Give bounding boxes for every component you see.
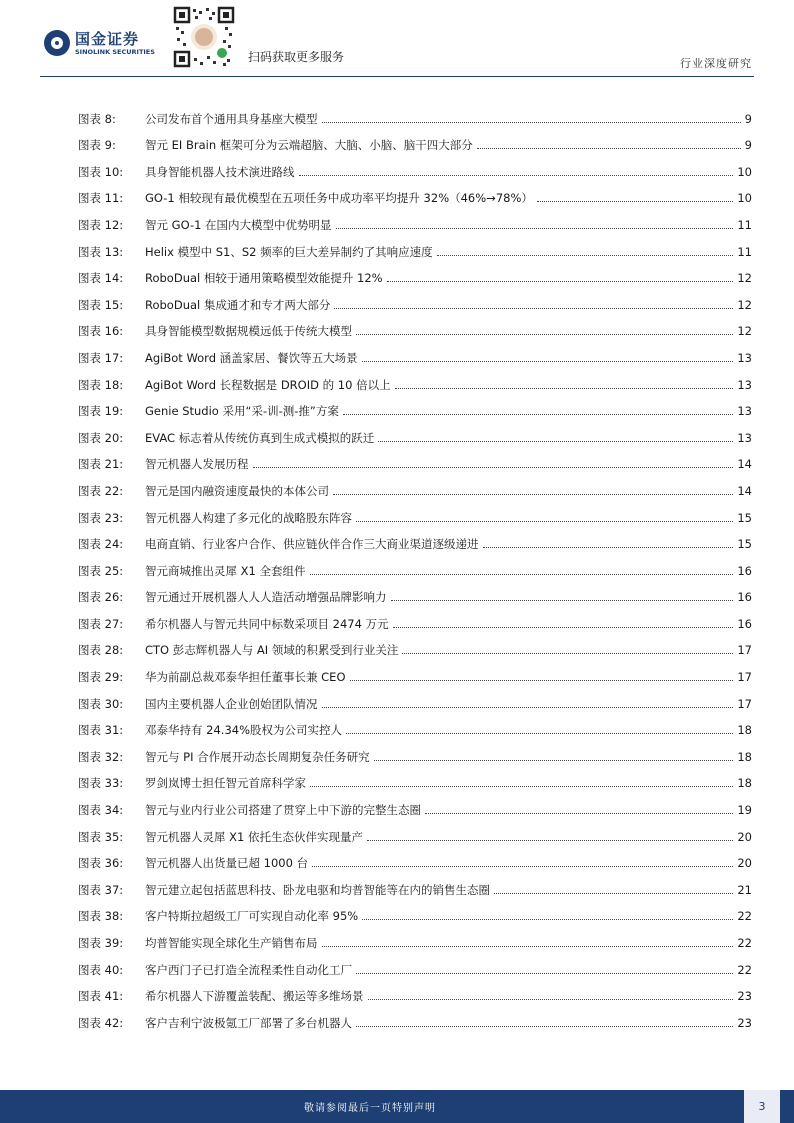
figure-label: 图表 33: <box>78 776 124 791</box>
figure-label: 图表 28: <box>78 643 124 658</box>
dot-leader <box>334 308 733 309</box>
dot-leader <box>343 414 734 415</box>
sinolink-logo <box>44 30 155 56</box>
logo-cn: 国金证券 <box>75 29 140 48</box>
figure-label: 图表 41: <box>78 989 124 1004</box>
dot-leader <box>362 361 734 362</box>
toc-entry[interactable] <box>78 286 752 313</box>
figure-title: 希尔机器人下游覆盖装配、搬运等多维场景 <box>145 989 364 1004</box>
figure-label: 图表 16: <box>78 324 124 339</box>
figure-label: 图表 37: <box>78 882 124 897</box>
figure-title: 智元商城推出灵犀 X1 全套组件 <box>145 563 306 578</box>
logo-icon <box>44 30 70 56</box>
dot-leader <box>483 547 734 548</box>
toc-entry[interactable] <box>78 260 752 287</box>
toc-entry[interactable] <box>78 685 752 712</box>
toc-entry[interactable] <box>78 951 752 978</box>
toc-entry[interactable] <box>78 472 752 499</box>
header-divider <box>40 76 754 77</box>
toc-entry[interactable] <box>78 605 752 632</box>
figure-title: GO-1 相较现有最优模型在五项任务中成功率平均提升 32%（46%→78%） <box>145 191 533 206</box>
toc-entry[interactable] <box>78 206 752 233</box>
figure-label: 图表 20: <box>78 430 124 445</box>
page-number: 22 <box>737 909 752 924</box>
page-number: 14 <box>737 457 752 472</box>
figure-label: 图表 15: <box>78 297 124 312</box>
page-number: 14 <box>737 483 752 498</box>
figure-title: 电商直销、行业客户合作、供应链伙伴合作三大商业渠道逐级递进 <box>145 537 479 552</box>
dot-leader <box>477 148 741 149</box>
figure-label: 图表 13: <box>78 244 124 259</box>
page-number: 18 <box>737 749 752 764</box>
toc-entry[interactable] <box>78 632 752 659</box>
toc-entry[interactable] <box>78 845 752 872</box>
dot-leader <box>356 973 733 974</box>
page-footer <box>0 1090 794 1123</box>
figure-label: 图表 38: <box>78 909 124 924</box>
figure-label: 图表 8: <box>78 111 116 126</box>
dot-leader <box>350 680 734 681</box>
dot-leader <box>367 840 733 841</box>
toc-entry[interactable] <box>78 339 752 366</box>
dot-leader <box>312 866 733 867</box>
figure-title: Genie Studio 采用“采-训-测-推”方案 <box>145 404 339 419</box>
page-number: 20 <box>737 856 752 871</box>
toc-entry[interactable] <box>78 765 752 792</box>
toc-entry[interactable] <box>78 552 752 579</box>
toc-entry[interactable] <box>78 924 752 951</box>
dot-leader <box>378 441 733 442</box>
figure-label: 图表 25: <box>78 563 124 578</box>
dot-leader <box>368 999 734 1000</box>
figure-label: 图表 32: <box>78 749 124 764</box>
toc-entry[interactable] <box>78 499 752 526</box>
page-number: 11 <box>737 217 752 232</box>
figure-title: 华为前副总裁邓泰华担任董事长兼 CEO <box>145 670 346 685</box>
figure-title: 智元通过开展机器人人人造活动增强品牌影响力 <box>145 590 387 605</box>
toc-entry[interactable] <box>78 898 752 925</box>
figure-label: 图表 21: <box>78 457 124 472</box>
figure-label: 图表 18: <box>78 377 124 392</box>
figure-title: RoboDual 相较于通用策略模型效能提升 12% <box>145 271 383 286</box>
list-of-figures <box>78 100 752 1031</box>
figure-title: 均普智能实现全球化生产销售布局 <box>145 936 318 950</box>
page-number: 23 <box>737 1015 752 1030</box>
dot-leader <box>310 574 734 575</box>
dot-leader <box>299 175 734 176</box>
figure-label: 图表 9: <box>78 138 116 153</box>
figure-label: 图表 12: <box>78 217 124 232</box>
figure-label: 图表 17: <box>78 350 124 365</box>
figure-title: 智元与 PI 合作展开动态长周期复杂任务研究 <box>145 749 370 764</box>
toc-entry[interactable] <box>78 818 752 845</box>
dot-leader <box>402 653 733 654</box>
figure-title: 公司发布首个通用具身基座大模型 <box>145 111 318 126</box>
page-number: 13 <box>737 377 752 392</box>
page-number: 13 <box>737 404 752 419</box>
figure-title: 智元建立起包括蓝思科技、卧龙电驱和均普智能等在内的销售生态圈 <box>145 882 490 897</box>
figure-title: 智元 EI Brain 框架可分为云端超脑、大脑、小脑、脑干四大部分 <box>145 138 473 153</box>
figure-title: 智元是国内融资速度最快的本体公司 <box>145 483 329 498</box>
report-type-label: 行业深度研究 <box>680 57 752 70</box>
figure-title: 客户吉利宁波极氪工厂部署了多台机器人 <box>145 1015 352 1030</box>
dot-leader <box>322 946 734 947</box>
page-number: 13 <box>737 350 752 365</box>
page-number: 16 <box>737 590 752 605</box>
logo-en: SINOLINK SECURITIES <box>75 47 155 56</box>
dot-leader <box>346 733 733 734</box>
figure-title: RoboDual 集成通才和专才两大部分 <box>145 297 331 312</box>
figure-title: CTO 彭志辉机器人与 AI 领域的积累受到行业关注 <box>145 643 399 658</box>
dot-leader <box>425 813 733 814</box>
figure-label: 图表 23: <box>78 510 124 525</box>
figure-label: 图表 10: <box>78 164 124 179</box>
page-number: 18 <box>737 776 752 791</box>
figure-title: 智元机器人发展历程 <box>145 457 249 472</box>
page-number: 10 <box>737 191 752 206</box>
page-number: 23 <box>737 989 752 1004</box>
dot-leader <box>494 893 733 894</box>
dot-leader <box>322 122 741 123</box>
dot-leader <box>322 707 734 708</box>
toc-entry[interactable] <box>78 526 752 553</box>
page-number: 15 <box>737 510 752 525</box>
toc-entry[interactable] <box>78 366 752 393</box>
toc-entry[interactable] <box>78 127 752 154</box>
page-number: 12 <box>737 271 752 286</box>
footer-page-number: 3 <box>744 1090 780 1123</box>
page-number: 17 <box>737 643 752 658</box>
figure-label: 图表 14: <box>78 271 124 286</box>
figure-title: EVAC 标志着从传统仿真到生成式模拟的跃迁 <box>145 430 375 445</box>
qr-code-icon[interactable] <box>173 6 235 68</box>
page-number: 22 <box>737 936 752 950</box>
toc-entry[interactable] <box>78 313 752 340</box>
dot-leader <box>356 1026 733 1027</box>
figure-title: 智元机器人出货量已超 1000 台 <box>145 856 309 871</box>
figure-label: 图表 27: <box>78 616 124 631</box>
page-number: 20 <box>737 829 752 844</box>
toc-entry[interactable] <box>78 180 752 207</box>
dot-leader <box>437 255 734 256</box>
page-number: 15 <box>737 537 752 552</box>
dot-leader <box>333 494 733 495</box>
figure-title: 具身智能模型数据规模远低于传统大模型 <box>145 324 352 339</box>
dot-leader <box>395 388 734 389</box>
page-number: 16 <box>737 563 752 578</box>
figure-label: 图表 40: <box>78 962 124 977</box>
dot-leader <box>374 760 734 761</box>
figure-title: 具身智能机器人技术演进路线 <box>145 164 295 179</box>
dot-leader <box>253 467 734 468</box>
dot-leader <box>356 334 733 335</box>
dot-leader <box>393 627 734 628</box>
toc-entry[interactable] <box>78 712 752 739</box>
page-header <box>0 0 794 78</box>
toc-entry[interactable] <box>78 658 752 685</box>
figure-title: 客户西门子已打造全流程柔性自动化工厂 <box>145 962 352 977</box>
page-number: 9 <box>744 138 752 153</box>
disclaimer-notice: 敬请参阅最后一页特别声明 <box>304 1103 436 1114</box>
figure-title: Helix 模型中 S1、S2 频率的巨大差异制约了其响应速度 <box>145 244 433 259</box>
page-number: 17 <box>737 670 752 685</box>
figure-label: 图表 24: <box>78 537 124 552</box>
dot-leader <box>356 521 733 522</box>
figure-label: 图表 42: <box>78 1015 124 1030</box>
page-number: 11 <box>737 244 752 259</box>
page-number: 10 <box>737 164 752 179</box>
figure-label: 图表 22: <box>78 483 124 498</box>
toc-entry[interactable] <box>78 1004 752 1031</box>
toc-entry[interactable] <box>78 419 752 446</box>
page-number: 19 <box>737 803 752 818</box>
figure-label: 图表 19: <box>78 404 124 419</box>
figure-title: 智元与业内行业公司搭建了贯穿上中下游的完整生态圈 <box>145 803 421 818</box>
figure-label: 图表 39: <box>78 936 124 950</box>
figure-label: 图表 35: <box>78 829 124 844</box>
dot-leader <box>391 600 734 601</box>
figure-label: 图表 36: <box>78 856 124 871</box>
toc-entry[interactable] <box>78 153 752 180</box>
dot-leader <box>362 919 733 920</box>
figure-label: 图表 31: <box>78 723 124 738</box>
toc-entry[interactable] <box>78 446 752 473</box>
page-number: 12 <box>737 324 752 339</box>
page-number: 13 <box>737 430 752 445</box>
figure-label: 图表 29: <box>78 670 124 685</box>
page-number: 16 <box>737 616 752 631</box>
toc-entry[interactable] <box>78 871 752 898</box>
page-number: 22 <box>737 962 752 977</box>
dot-leader <box>310 786 733 787</box>
figure-title: 罗剑岚博士担任智元首席科学家 <box>145 776 306 791</box>
page-number: 17 <box>737 696 752 711</box>
page-number: 21 <box>737 882 752 897</box>
dot-leader <box>537 201 733 202</box>
figure-title: AgiBot Word 涵盖家居、餐饮等五大场景 <box>145 350 358 365</box>
figure-label: 图表 30: <box>78 696 124 711</box>
dot-leader <box>387 281 734 282</box>
logo-text <box>75 31 155 56</box>
page-number: 18 <box>737 723 752 738</box>
toc-entry[interactable] <box>78 738 752 765</box>
toc-entry[interactable] <box>78 579 752 606</box>
figure-label: 图表 26: <box>78 590 124 605</box>
figure-title: 邓泰华持有 24.34%股权为公司实控人 <box>145 723 343 738</box>
figure-label: 图表 11: <box>78 191 124 206</box>
toc-entry[interactable] <box>78 393 752 420</box>
figure-label: 图表 34: <box>78 803 124 818</box>
figure-title: 智元机器人构建了多元化的战略股东阵容 <box>145 510 352 525</box>
toc-entry[interactable] <box>78 791 752 818</box>
toc-entry[interactable] <box>78 100 752 127</box>
figure-title: 智元机器人灵犀 X1 依托生态伙伴实现量产 <box>145 829 364 844</box>
figure-title: AgiBot Word 长程数据是 DROID 的 10 倍以上 <box>145 377 391 392</box>
toc-entry[interactable] <box>78 978 752 1005</box>
page-number: 9 <box>744 111 752 126</box>
toc-entry[interactable] <box>78 233 752 260</box>
figure-title: 国内主要机器人企业创始团队情况 <box>145 696 318 711</box>
figure-title: 客户特斯拉超级工厂可实现自动化率 95% <box>145 909 359 924</box>
page-number: 12 <box>737 297 752 312</box>
figure-title: 希尔机器人与智元共同中标数采项目 2474 万元 <box>145 616 389 631</box>
scan-for-services-text: 扫码获取更多服务 <box>248 50 345 64</box>
figure-title: 智元 GO-1 在国内大模型中优势明显 <box>145 217 332 232</box>
dot-leader <box>336 228 734 229</box>
